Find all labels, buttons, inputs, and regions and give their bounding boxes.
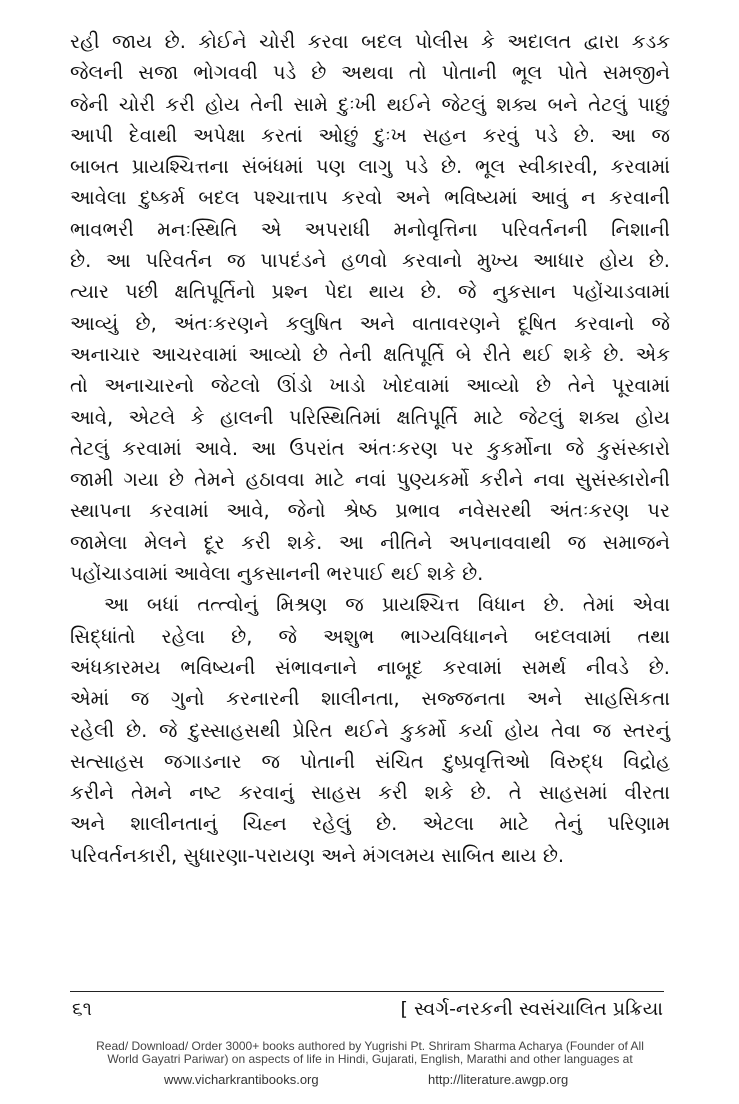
text-line: તો અનાચારનો જેટલો ઊંડો ખાડો ખોદવામાં આવ્યો છે તેને પૂરવામાં	[70, 374, 670, 398]
footer-rule	[70, 991, 664, 992]
text-line: અંધકારમય ભવિષ્યની સંભાવનાને નાબૂદ કરવામાં સમર્થ નીવડે છે.	[70, 655, 670, 679]
text-line: રહેલી છે. જે દુસ્સાહસથી પ્રેરિત થઈને કુકર્મો કર્યા હોય તેવા જ સ્તરનું	[70, 718, 670, 742]
literature-link[interactable]: http://literature.awgp.org	[428, 1072, 569, 1087]
text-line: આ બધાં તત્ત્વોનું મિશ્રણ જ પ્રાયશ્ચિત્ત વિધાન છે. તેમાં એવા	[104, 593, 670, 617]
text-line: અનાચાર આચરવામાં આવ્યો છે તેની ક્ષતિપૂર્તિ બે રીતે થઈ શકે છે. એક	[70, 342, 670, 366]
text-line: સિદ્ધાંતો રહેલા છે, જે અશુભ ભાગ્યવિધાનને બદલવામાં તથા	[70, 624, 670, 648]
text-line: સત્સાહસ જગાડનાર જ પોતાની સંચિત દુષ્પ્રવૃત્તિઓ વિરુદ્ધ વિદ્રોહ	[70, 749, 670, 773]
vicharkranti-link[interactable]: www.vicharkrantibooks.org	[164, 1072, 319, 1087]
text-line: છે. આ પરિવર્તન જ પાપદંડને હળવો કરવાનો મુખ્ય આધાર હોય છે.	[70, 249, 670, 273]
paragraph-1	[70, 26, 670, 589]
credit-line: World Gayatri Pariwar) on aspects of life in Hindi, Gujarati, English, Marathi and other languages at	[107, 1052, 633, 1066]
page-number: ૬૧	[72, 998, 92, 1020]
text-line: જામી ગયા છે તેમને હઠાવવા માટે નવાં પુણ્યકર્મો કરીને નવા સુસંસ્કારોની	[70, 468, 670, 492]
text-line: જામેલા મેલને દૂર કરી શકે. આ નીતિને અપનાવવાથી જ સમાજને	[70, 530, 670, 554]
text-line: આવ્યું છે, અંતઃકરણને કલુષિત અને વાતાવરણને દૂષિત કરવાનો જે	[70, 311, 670, 335]
text-line: ભાવભરી મનઃસ્થિતિ એ અપરાધી મનોવૃત્તિના પરિવર્તનની નિશાની	[70, 217, 670, 241]
text-line: રહી જાય છે. કોઈને ચોરી કરવા બદલ પોલીસ કે અદાલત દ્વારા કડક	[70, 30, 670, 53]
text-line: પરિવર્તનકારી, સુધારણા-પરાયણ અને મંગલમય સાબિત થાય છે.	[70, 843, 565, 867]
text-line: બાબત પ્રાયશ્ચિત્તના સંબંધમાં પણ લાગુ પડે છે. ભૂલ સ્વીકારવી, કરવામાં	[70, 155, 670, 179]
text-line: સ્થાપના કરવામાં આવે, જેનો શ્રેષ્ઠ પ્રભાવ નવેસરથી અંતઃકરણ પર	[70, 499, 670, 523]
text-line: જેલની સજા ભોગવવી પડે છે અથવા તો પોતાની ભૂલ પોતે સમજીને	[70, 61, 670, 85]
publisher-credit	[40, 1040, 700, 1066]
running-title: [ સ્વર્ગ-નરકની સ્વસંચાલિત પ્રક્રિયા	[400, 998, 663, 1020]
text-line: આવે, એટલે કે હાલની પરિસ્થિતિમાં ક્ષતિપૂર્તિ માટે જેટલું શક્ય હોય	[70, 405, 670, 429]
page-body	[70, 26, 670, 871]
text-line: પહોંચાડવામાં આવેલા નુકસાનની ભરપાઈ થઈ શકે છે.	[70, 562, 484, 586]
text-line: તેટલું કરવામાં આવે. આ ઉપરાંત અંતઃકરણ પર કુકર્મોના જે કુસંસ્કારો	[70, 436, 670, 460]
text-line: આવેલા દુષ્કર્મ બદલ પશ્ચાત્તાપ કરવો અને ભવિષ્યમાં આવું ન કરવાની	[70, 186, 670, 210]
paragraph-2	[70, 589, 670, 871]
text-line: આપી દેવાથી અપેક્ષા કરતાં ઓછું દુઃખ સહન કરવું પડે છે. આ જ	[70, 123, 670, 147]
credit-line: Read/ Download/ Order 3000+ books authored by Yugrishi Pt. Shriram Sharma Acharya (Founder of All	[96, 1039, 644, 1053]
text-line: કરીને તેમને નષ્ટ કરવાનું સાહસ કરી શકે છે. તે સાહસમાં વીરતા	[70, 781, 670, 805]
text-line: અને શાલીનતાનું ચિહ્ન રહેલું છે. એટલા માટે તેનું પરિણામ	[70, 812, 670, 836]
text-line: જેની ચોરી કરી હોય તેની સામે દુઃખી થઈને જેટલું શક્ય બને તેટલું પાછું	[70, 92, 670, 116]
text-line: એમાં જ ગુનો કરનારની શાલીનતા, સજ્જનતા અને સાહસિકતા	[70, 687, 670, 711]
text-line: ત્યાર પછી ક્ષતિપૂર્તિનો પ્રશ્ન પેદા થાય છે. જે નુકસાન પહોંચાડવામાં	[70, 280, 670, 304]
